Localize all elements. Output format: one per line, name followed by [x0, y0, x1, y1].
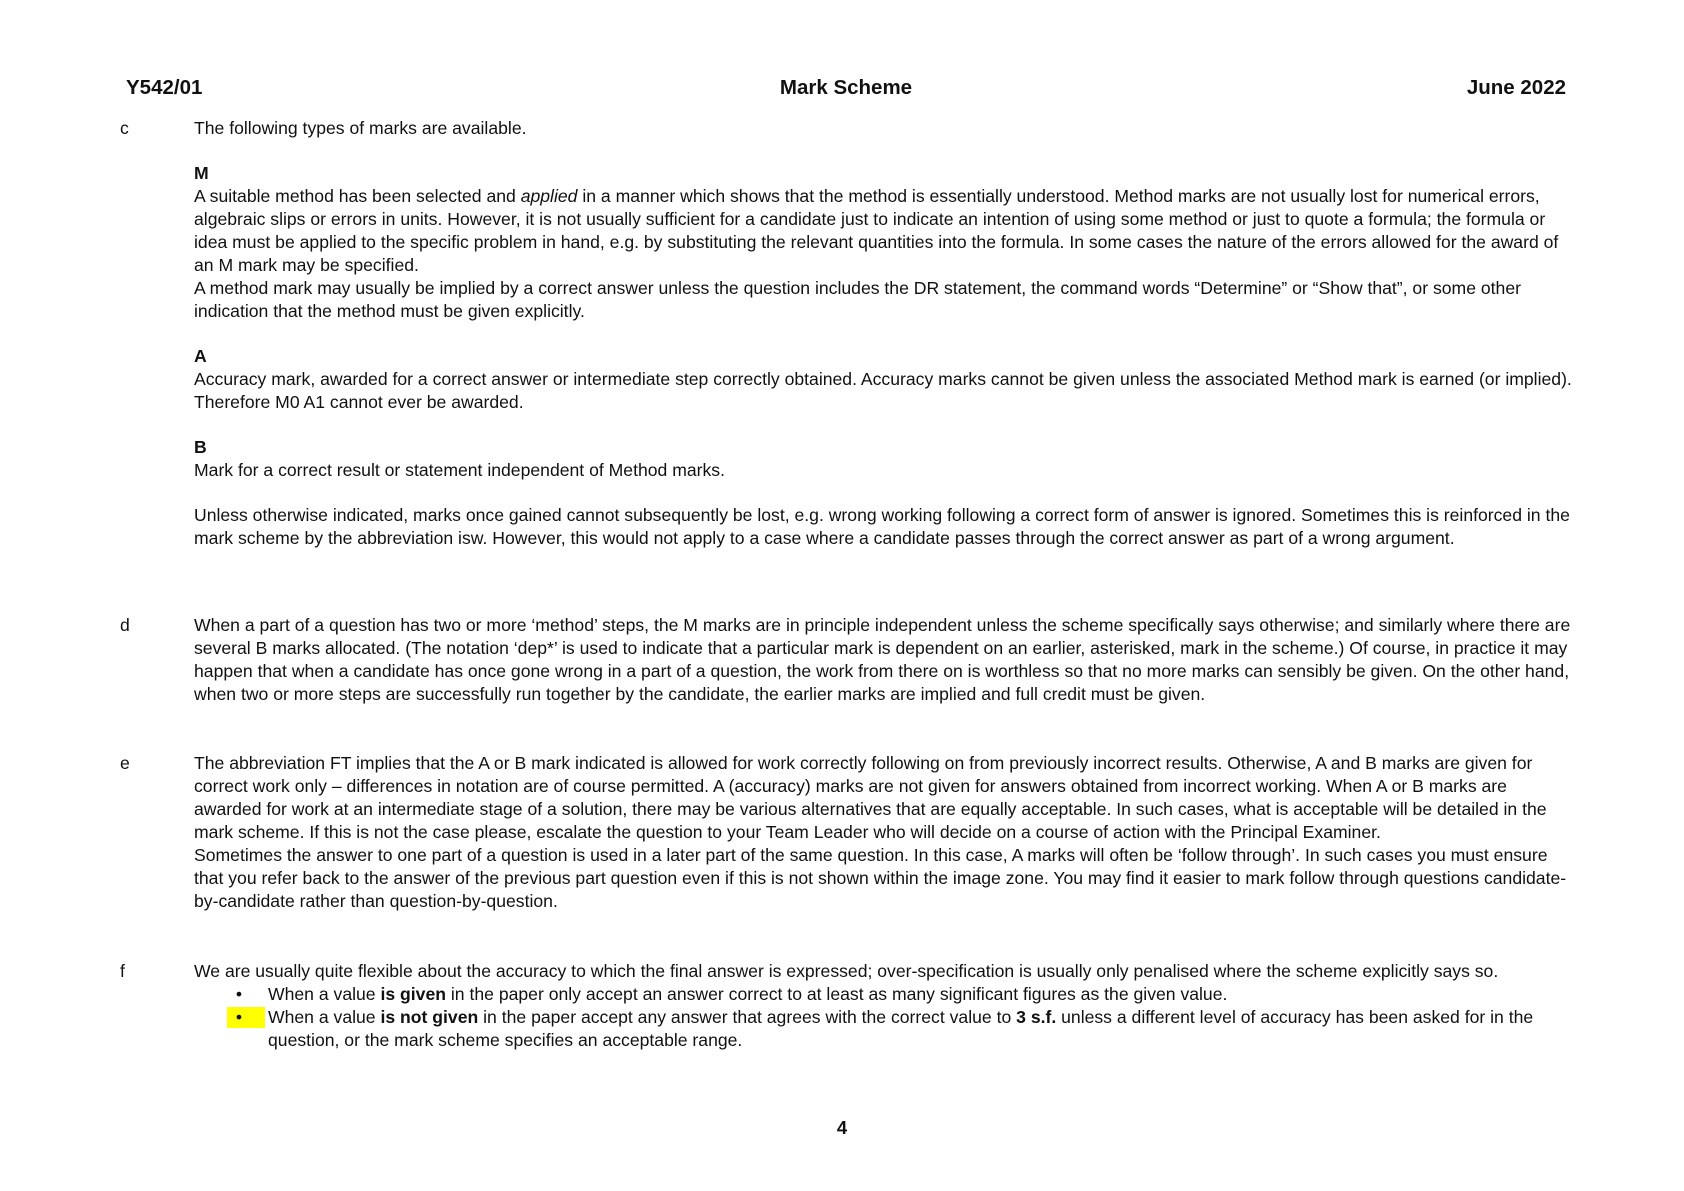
m-mark-heading: M	[194, 163, 209, 183]
section-d-content	[194, 614, 1574, 706]
page-number: 4	[836, 1117, 848, 1138]
m-text-italic: applied	[520, 186, 578, 206]
spacer	[194, 140, 1574, 162]
bullet-2-text-a: When a value	[268, 1007, 381, 1027]
bullet-icon: •	[235, 984, 243, 1004]
list-item	[194, 983, 1574, 1006]
section-c-intro: The following types of marks are available.	[194, 118, 527, 138]
bullet-1-text-b: in the paper only accept an answer correct to at least as many significant figures as the given value.	[446, 984, 1228, 1004]
bullet-2-bold: is not given	[380, 1007, 479, 1027]
bullet-2-bold-sf: 3 s.f.	[1016, 1007, 1057, 1027]
a-mark-description: Accuracy mark, awarded for a correct answer or intermediate step correctly obtained. Accuracy marks cannot be given unless the associated Method mark is earned (or implied). Therefore M0 A1 cannot ever be awarded.	[194, 369, 1572, 412]
section-e-ft-paragraph: The abbreviation FT implies that the A or B mark indicated is allowed for work correctly following on from previously incorrect results. Otherwise, A and B marks are given for correct work only – differences in notation are of course permitted. A (accuracy) marks are not given for answers obtained from incorrect working. When A or B marks are awarded for work at an intermediate stage of a solution, there may be various alternatives that are equally acceptable. In such cases, what is acceptable will be detailed in the mark scheme. If this is not the case please, escalate the question to your Team Leader who will decide on a course of action with the Principal Examiner.	[194, 753, 1547, 842]
m-mark-description	[194, 185, 1574, 277]
bullet-2-text-b: in the paper accept any answer that agrees with the correct value to	[478, 1007, 1017, 1027]
m-text-2: in a manner which shows that the method is essentially understood. Method marks are not usually lost for numerical errors, algebraic slips or errors in units. However, it is not usually sufficient for a candidate just to indicate an intention of using some method or just to quote a formula; the formula or idea must be applied to the specific problem in hand, e.g. by substituting the relevant quantities into the formula. In some cases the nature of the errors allowed for the award of an M mark may be specified.	[194, 186, 1559, 275]
spacer	[194, 323, 1574, 345]
b-mark-heading: B	[194, 437, 207, 457]
a-mark-heading: A	[194, 346, 207, 366]
section-letter: e	[120, 753, 130, 773]
section-d-text: When a part of a question has two or more ‘method’ steps, the M marks are in principle independent unless the scheme specifically says otherwise; and similarly where there are several B marks allocated. (The notation ‘dep*’ is used to indicate that a particular mark is dependent on an earlier, asterisked, mark in the scheme.) Of course, in practice it may happen that when a candidate has once gone wrong in a part of a question, the work from there on is worthless so that no more marks can sensibly be given. On the other hand, when two or more steps are successfully run together by the candidate, the earlier marks are implied and full credit must be given.	[194, 615, 1571, 704]
exam-date: June 2022	[1466, 76, 1566, 99]
section-e-content	[194, 752, 1574, 913]
page-header	[126, 76, 1566, 102]
page-title: Mark Scheme	[779, 76, 913, 99]
section-c-content	[194, 117, 1574, 550]
unless-paragraph: Unless otherwise indicated, marks once gained cannot subsequently be lost, e.g. wrong working following a correct form of answer is ignored. Sometimes this is reinforced in the mark scheme by the abbreviation isw. However, this would not apply to a case where a candidate passes through the correct answer as part of a wrong argument.	[194, 505, 1570, 548]
section-letter: d	[120, 615, 130, 635]
bullet-1-bold: is given	[380, 984, 446, 1004]
m-mark-implied: A method mark may usually be implied by a correct answer unless the question includes the DR statement, the command words “Determine” or “Show that”, or some other indication that the method must be given explicitly.	[194, 278, 1521, 321]
paper-code: Y542/01	[126, 76, 203, 99]
bullet-2-text-c: unless a different level of accuracy has been asked for in the question, or the mark scheme specifies an acceptable range.	[268, 1007, 1534, 1050]
b-mark-description: Mark for a correct result or statement independent of Method marks.	[194, 460, 725, 480]
bullet-1-text-a: When a value	[268, 984, 381, 1004]
list-item	[194, 1006, 1574, 1052]
section-letter: f	[120, 961, 125, 981]
spacer	[194, 482, 1574, 504]
spacer	[194, 414, 1574, 436]
m-text-1: A suitable method has been selected and	[194, 186, 521, 206]
highlighted-bullet-icon: •	[230, 1006, 248, 1029]
section-letter: c	[120, 118, 129, 138]
section-f-intro: We are usually quite flexible about the accuracy to which the final answer is expressed; over-specification is usually only penalised where the scheme explicitly says so.	[194, 961, 1499, 981]
section-e-follow-through: Sometimes the answer to one part of a question is used in a later part of the same question. In this case, A marks will often be ‘follow through’. In such cases you must ensure that you refer back to the answer of the previous part question even if this is not shown within the image zone. You may find it easier to mark follow through questions candidate-by-candidate rather than question-by-question.	[194, 845, 1567, 911]
accuracy-bullet-list	[194, 983, 1574, 1052]
section-f-content	[194, 960, 1574, 1052]
